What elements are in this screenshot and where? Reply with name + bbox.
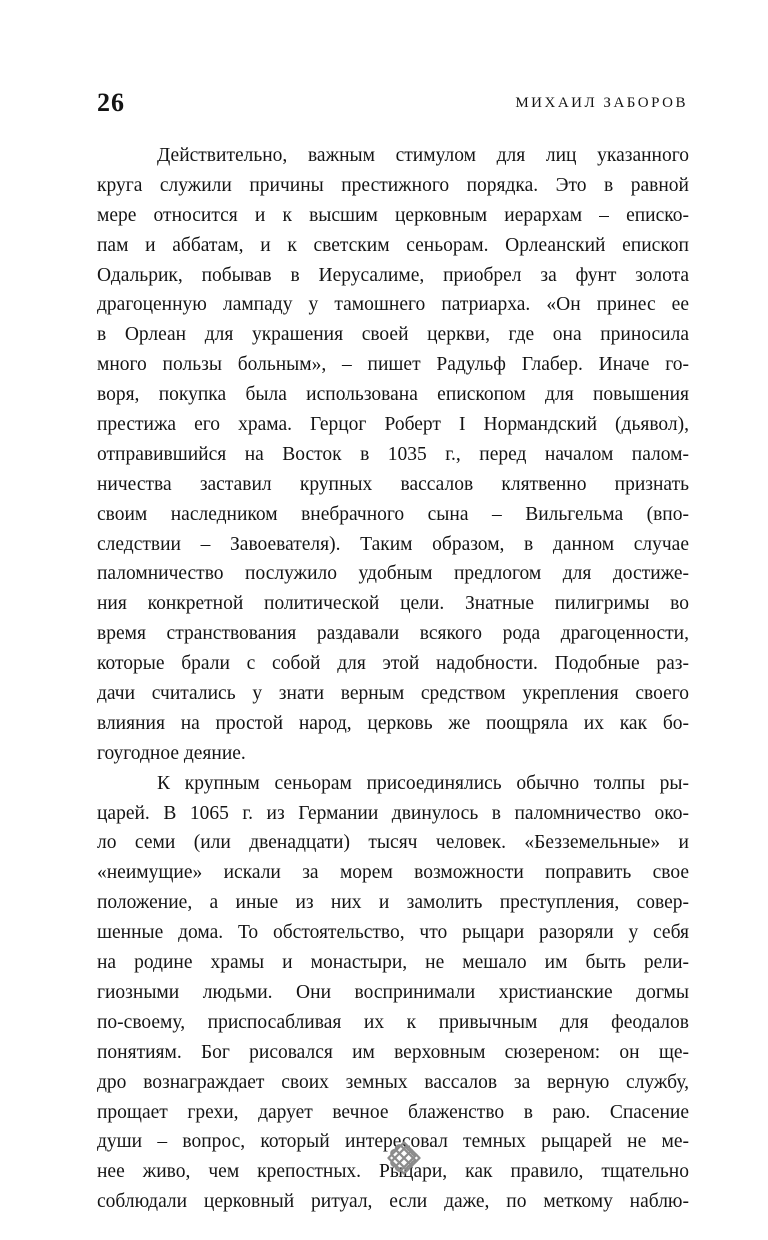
text-line: «неимущие» искали за морем возможности поправить свое — [97, 862, 689, 884]
body-text — [97, 141, 689, 1217]
text-line: влияния на простой народ, церковь же поощряла их как бо- — [97, 712, 689, 734]
text-line: круга служили причины престижного порядка. Это в равной — [97, 174, 689, 196]
text-line: на родине храмы и монастыри, не мешало им быть рели- — [97, 952, 689, 974]
text-line: дро вознаграждает своих земных вассалов за верную службу, — [97, 1071, 689, 1093]
text-line: гиозными людьми. Они воспринимали христианские догмы — [97, 981, 689, 1003]
text-line: мере относится и к высшим церковным иерархам – еписко- — [97, 204, 689, 226]
text-line: в Орлеан для украшения своей церкви, где она приносила — [97, 324, 689, 346]
text-line: следствии – Завоевателя). Таким образом, в данном случае — [97, 533, 689, 555]
text-line: паломничество послужило удобным предлогом для достиже- — [97, 563, 689, 585]
text-line: нее живо, чем крепостных. Рыцари, как правило, тщательно — [97, 1161, 689, 1183]
text-line: своим наследником внебрачного сына – Вильгельма (впо- — [97, 503, 689, 525]
text-line: которые брали с собой для этой надобности. Подобные раз- — [97, 653, 689, 675]
text-line: шенные дома. То обстоятельство, что рыцари разоряли у себя — [97, 922, 689, 944]
running-header-author: МИХАИЛ ЗАБОРОВ — [515, 95, 688, 111]
text-line: души – вопрос, который интересовал темных рыцарей не ме- — [97, 1131, 689, 1153]
text-line: ничества заставил крупных вассалов клятвенно признать — [97, 473, 689, 495]
text-line: много пользы больным», – пишет Радульф Глабер. Иначе го- — [97, 354, 689, 376]
page-number: 26 — [97, 88, 125, 117]
text-line: престижа его храма. Герцог Роберт I Нормандский (дьявол), — [97, 414, 689, 436]
text-line: Действительно, важным стимулом для лиц указанного — [157, 145, 689, 166]
text-line: драгоценную лампаду у тамошнего патриарха. «Он принес ее — [97, 294, 689, 316]
text-line: Одальрик, побывав в Иерусалиме, приобрел за фунт золота — [97, 264, 689, 286]
text-line: по-своему, приспосабливая их к привычным для феодалов — [97, 1011, 689, 1033]
text-line: соблюдали церковный ритуал, если даже, по меткому наблю- — [97, 1191, 689, 1213]
text-line: пам и аббатам, и к светским сеньорам. Орлеанский епископ — [97, 234, 689, 256]
text-line: ло семи (или двенадцати) тысяч человек. «Безземельные» и — [97, 832, 689, 854]
text-line: отправившийся на Восток в 1035 г., перед началом палом- — [97, 443, 689, 465]
text-line: К крупным сеньорам присоединялись обычно толпы ры- — [157, 772, 689, 794]
text-line: понятиям. Бог рисовался им верховным сюзереном: он ще- — [97, 1041, 689, 1063]
text-line: царей. В 1065 г. из Германии двинулось в паломничество око- — [97, 802, 689, 824]
text-line: воря, покупка была использована епископом для повышения — [97, 384, 689, 406]
text-line: дачи считались у знати верным средством укрепления своего — [97, 683, 689, 705]
text-line: прощает грехи, дарует вечное блаженство в раю. Спасение — [97, 1101, 689, 1123]
text-line: время странствования раздавали всякого рода драгоценности, — [97, 623, 689, 645]
text-line: гоугодное деяние. — [97, 742, 246, 764]
text-line: ния конкретной политической цели. Знатные пилигримы во — [97, 593, 689, 615]
endless-knot-icon — [382, 1136, 426, 1180]
text-line: положение, а иные из них и замолить преступления, совер- — [97, 892, 689, 914]
